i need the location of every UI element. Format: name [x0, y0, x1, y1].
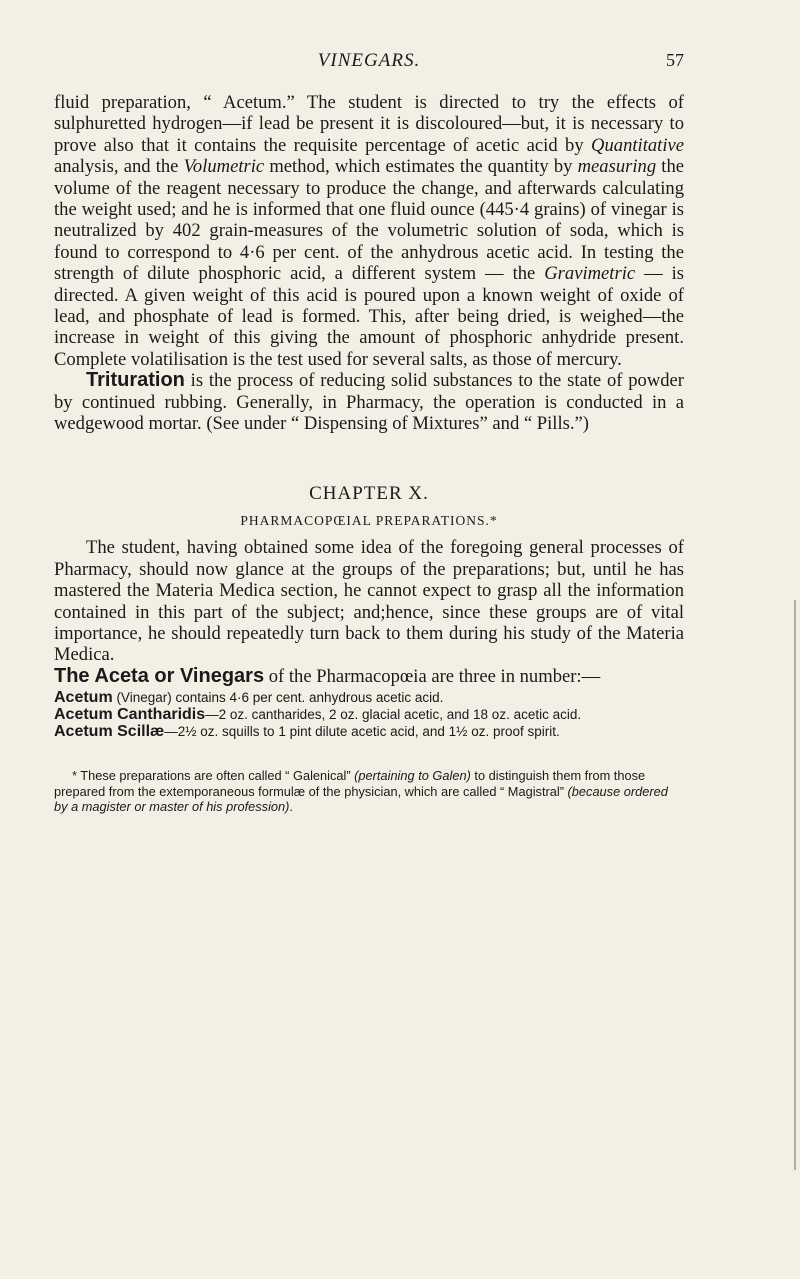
item-desc: (Vinegar) contains 4·6 per cent. anhydrous acetic acid. — [112, 690, 444, 706]
italic-term: Quantitative — [591, 134, 684, 156]
item-name: Acetum — [54, 689, 113, 707]
list-item-acetum — [54, 689, 684, 706]
italic-term: Gravimetric — [544, 263, 636, 285]
text-run: analysis, and the — [54, 156, 184, 178]
paragraph-trituration — [54, 370, 684, 434]
paragraph-aceta — [54, 666, 684, 687]
running-title: VINEGARS. — [317, 50, 421, 71]
item-desc: —2½ oz. squills to 1 pint dilute acetic acid, and 1½ oz. proof spirit. — [164, 724, 560, 740]
paragraph-volumetric-analysis — [54, 92, 684, 370]
list-item-acetum-cantharidis — [54, 706, 684, 723]
text-run: fluid preparation, “ Acetum.” The student is directed to try the effects of sulphuretted hydrogen—if lead be present it is discoloured—but, it is necessary to prove also that it contains the requisite percentage of acetic acid by — [54, 92, 684, 156]
text-run: . — [289, 799, 293, 815]
italic-term: measuring — [577, 156, 657, 178]
page-number: 57 — [666, 50, 684, 70]
text-run: * These preparations are often called “ Galenical” — [72, 768, 355, 784]
chapter-title: CHAPTER X. — [309, 482, 429, 504]
text-run: of the Pharmacopœia are three in number:— — [264, 665, 601, 687]
item-name: Acetum Cantharidis — [54, 706, 206, 724]
text-run: the volume of the reagent necessary to produce the change, and afterwards calculating the weight used; and he is informed that one fluid ounce (445·4 grains) of vinegar is neutralized by 402 grain-measures of the volumetric solution of soda, which is found to correspond to 4·6 per cent. of the anhydrous acetic acid. In testing the strength of dilute phosphoric acid, a different system — the — [54, 156, 685, 285]
page-edge-shadow — [794, 600, 796, 1170]
item-name: Acetum Scillæ — [54, 723, 165, 741]
text-run: method, which estimates the quantity by — [264, 156, 578, 178]
runin-heading: The Aceta or Vinegars — [54, 664, 265, 687]
body-text — [54, 92, 684, 815]
text-run: is the process of reducing solid substances to the state of powder by continued rubbing. Generally, in Pharmacy, the operation is conducted in a wedgewood mortar. (See under “ Dispensing of Mixtures” and “ Pills.”) — [54, 370, 684, 435]
footnote — [54, 768, 684, 815]
text-run: — is directed. A given weight of this acid is poured upon a known weight of oxide of lead, and phosphate of lead is formed. This, after being dried, is weighed—the increase in weight of this giving the amount of phosphoric anhydride present. Complete volatilisation is the test used for several salts, as those of mercury. — [54, 263, 684, 370]
italic-term: Volumetric — [183, 156, 265, 178]
runin-heading: Trituration — [86, 369, 185, 392]
italic-term: (because ordered by a magister or master of his profession) — [54, 783, 668, 815]
italic-term: (pertaining to Galen) — [354, 768, 471, 784]
text-run: to distinguish them from those prepared from the extemporaneous formulæ of the physician, which are called “ Magistral” — [54, 768, 646, 799]
list-item-acetum-scillae — [54, 723, 684, 740]
item-desc: —2 oz. cantharides, 2 oz. glacial acetic, and 18 oz. acetic acid. — [205, 707, 582, 723]
paragraph-groups-intro: The student, having obtained some idea of the foregoing general processes of Pharmacy, should now glance at the groups of the preparations; but, until he has mastered the Materia Medica section, he cannot expect to grasp all the information contained in this part of the subject; and;hence, since these groups are of vital importance, he should repeatedly turn back to them during his study of the Materia Medica. — [54, 537, 684, 666]
running-head — [54, 50, 684, 74]
section-title: PHARMACOPŒIAL PREPARATIONS.* — [240, 512, 498, 528]
vinegar-list — [54, 689, 684, 740]
